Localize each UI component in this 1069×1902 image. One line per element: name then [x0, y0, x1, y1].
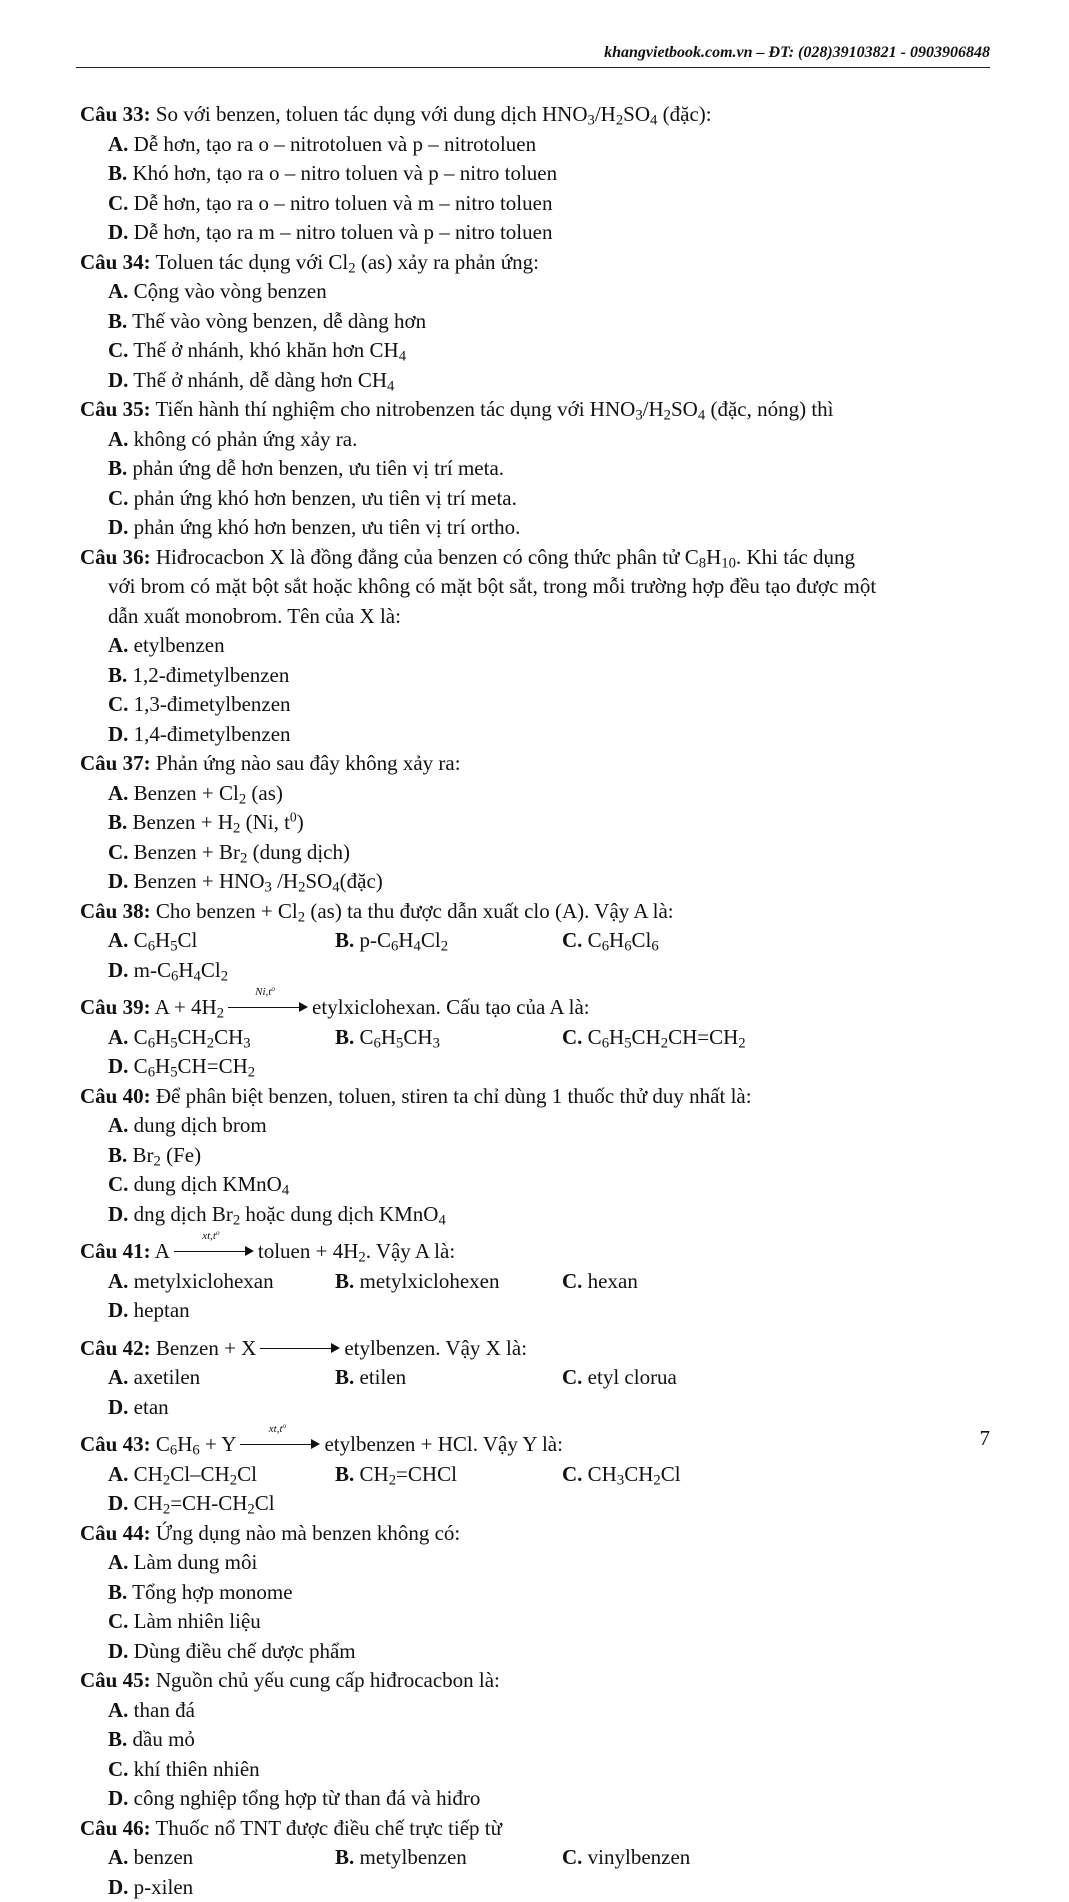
option-text: p-xilen	[134, 1875, 193, 1899]
option-letter: D.	[108, 220, 128, 244]
option-text: phản ứng dễ hơn benzen, ưu tiên vị trí meta.	[133, 456, 505, 480]
reaction-condition: $xt,t^o$	[240, 1423, 314, 1435]
answer-option-a	[108, 1023, 335, 1053]
reaction-arrow-icon	[240, 1433, 320, 1453]
answer-option-a	[108, 1696, 562, 1726]
option-text: metylbenzen	[360, 1845, 467, 1869]
answer-option-d	[108, 366, 562, 396]
option-letter: D.	[108, 1054, 128, 1078]
option-letter: B.	[108, 1727, 127, 1751]
question-text: Phản ứng nào sau đây không xảy ra:	[156, 751, 461, 775]
option-letter: B.	[335, 1845, 354, 1869]
answer-option-d	[108, 867, 562, 897]
question-text: Tiến hành thí nghiệm cho nitrobenzen tác dụng với $HNO_3/H_2SO_4$ (đặc, nóng) thì	[155, 397, 833, 421]
option-text: Dễ hơn, tạo ra o – nitro toluen và m – nitro toluen	[134, 191, 553, 215]
spacer	[80, 985, 990, 993]
answer-options	[80, 1111, 990, 1229]
option-letter: A.	[108, 279, 128, 303]
option-text: 1,4-đimetylbenzen	[134, 722, 291, 746]
question-stem	[80, 1334, 990, 1364]
option-letter: C.	[108, 1172, 128, 1196]
question-label: Câu 39:	[80, 995, 151, 1019]
answer-option-c	[108, 1755, 562, 1785]
option-text: dng dịch $Br_2$ hoặc dung dịch KMnO$_4$	[134, 1202, 446, 1226]
option-letter: C.	[562, 1025, 582, 1049]
question-text: $C_6H_6 + Y$ $xt,t^o$ etylbenzen + HCl. Vậy Y là:	[156, 1432, 563, 1456]
option-text: $C_6H_5CH_3$	[360, 1025, 440, 1049]
answer-option-a	[108, 926, 335, 956]
option-text: $m-C_6H_4Cl_2$	[134, 958, 228, 982]
question-text: A $xt,t^o$ toluen + $4H_2$. Vậy A là:	[155, 1239, 455, 1263]
answer-options	[80, 425, 990, 543]
option-text: $CH_2Cl-CH_2Cl$	[134, 1462, 257, 1486]
answer-option-b	[108, 661, 562, 691]
reaction-arrow-icon	[260, 1337, 340, 1357]
reaction-arrow-icon	[174, 1240, 254, 1260]
answer-option-b	[335, 1267, 562, 1297]
question-label: Câu 37:	[80, 751, 151, 775]
answer-options	[80, 1363, 990, 1422]
option-text: khí thiên nhiên	[134, 1757, 260, 1781]
option-letter: A.	[108, 132, 128, 156]
answer-option-b	[335, 1460, 562, 1490]
question-label: Câu 44:	[80, 1521, 151, 1545]
answer-options	[80, 1696, 990, 1814]
option-letter: C.	[562, 1462, 582, 1486]
option-text: etyl clorua	[588, 1365, 677, 1389]
header-rule	[76, 67, 990, 68]
option-letter: B.	[108, 663, 127, 687]
answer-option-b	[335, 1023, 562, 1053]
option-letter: D.	[108, 1786, 128, 1810]
option-text: $CH_2=CH-CH_2Cl$	[134, 1491, 275, 1515]
option-letter: B.	[108, 810, 127, 834]
option-letter: D.	[108, 1298, 128, 1322]
question-label: Câu 42:	[80, 1336, 151, 1360]
option-text: etylbenzen	[134, 633, 225, 657]
question-stem	[80, 1237, 990, 1267]
answer-option-a	[108, 1267, 335, 1297]
question-stem	[80, 100, 990, 130]
question-label: Câu 43:	[80, 1432, 151, 1456]
question-text: Cho benzen + $Cl_2$ (as) ta thu được dẫn xuất clo (A). Vậy A là:	[156, 899, 674, 923]
option-letter: A.	[108, 1462, 128, 1486]
option-text: Khó hơn, tạo ra o – nitro toluen và p – nitro toluen	[133, 161, 558, 185]
option-letter: A.	[108, 781, 128, 805]
option-letter: A.	[108, 1698, 128, 1722]
option-text: dung dịch KMnO$_4$	[134, 1172, 290, 1196]
question-label: Câu 36:	[80, 545, 151, 569]
option-letter: A.	[108, 1550, 128, 1574]
question-label: Câu 46:	[80, 1816, 151, 1840]
option-text: Benzen + $HNO_3$ $/H_2SO_4(đặc)$	[134, 869, 383, 893]
question-stem	[80, 993, 990, 1023]
answer-option-a	[108, 1843, 335, 1873]
option-letter: B.	[108, 456, 127, 480]
option-letter: B.	[108, 161, 127, 185]
option-letter: B.	[335, 1462, 354, 1486]
option-text: than đá	[134, 1698, 195, 1722]
answer-options	[80, 1460, 990, 1519]
answer-option-d	[108, 1393, 335, 1423]
option-letter: B.	[335, 1269, 354, 1293]
page-header: khangvietbook.com.vn – ĐT: (028)39103821 - 0903906848	[76, 44, 990, 66]
answer-option-d	[108, 1873, 335, 1902]
option-text: 1,3-đimetylbenzen	[134, 692, 291, 716]
option-letter: C.	[108, 338, 128, 362]
option-letter: D.	[108, 1875, 128, 1899]
option-letter: C.	[108, 191, 128, 215]
option-letter: D.	[108, 1395, 128, 1419]
option-text: Benzen + $Cl_2$ (as)	[134, 781, 283, 805]
option-text: Benzen + $H_2$ (Ni, $t^0$)	[133, 810, 304, 834]
answer-option-a	[108, 130, 990, 160]
question-label: Câu 40:	[80, 1084, 151, 1108]
answer-option-d	[108, 1784, 562, 1814]
option-text: Tổng hợp monome	[132, 1580, 292, 1604]
question-text: Ứng dụng nào mà benzen không có:	[156, 1521, 460, 1545]
reaction-condition: $xt,t^o$	[174, 1230, 248, 1242]
option-text: Dùng điều chế dược phẩm	[134, 1639, 356, 1663]
answer-option-d	[108, 218, 990, 248]
answer-option-c	[108, 1607, 562, 1637]
question-stem	[80, 1430, 990, 1460]
answer-option-c	[562, 1267, 789, 1297]
option-text: phản ứng khó hơn benzen, ưu tiên vị trí ortho.	[134, 515, 521, 539]
answer-options	[80, 779, 990, 897]
answer-option-c	[108, 336, 562, 366]
question-stem	[80, 897, 990, 927]
answer-option-d	[108, 1052, 335, 1082]
option-text: etilen	[360, 1365, 407, 1389]
question-text-continued: dẫn xuất monobrom. Tên của X là:	[80, 602, 990, 632]
option-letter: C.	[562, 1269, 582, 1293]
option-letter: D.	[108, 515, 128, 539]
option-letter: C.	[108, 486, 128, 510]
answer-options	[80, 1023, 990, 1082]
option-text: $C_6H_5CH_2CH=CH_2$	[588, 1025, 746, 1049]
answer-option-b	[108, 808, 562, 838]
answer-option-a	[108, 631, 562, 661]
question-text: Hiđrocacbon X là đồng đẳng của benzen có công thức phân tử $C_8H_{10}$. Khi tác dụng	[156, 545, 855, 569]
option-text: $C_6H_5Cl$	[134, 928, 198, 952]
option-text: metylxiclohexen	[360, 1269, 500, 1293]
option-letter: A.	[108, 633, 128, 657]
option-letter: D.	[108, 722, 128, 746]
question-label: Câu 41:	[80, 1239, 151, 1263]
answer-option-d	[108, 1489, 335, 1519]
option-text: metylxiclohexan	[134, 1269, 274, 1293]
option-text: dung dịch brom	[134, 1113, 267, 1137]
answer-option-d	[108, 720, 562, 750]
answer-option-d	[108, 1200, 562, 1230]
answer-options	[80, 277, 990, 395]
option-text: vinylbenzen	[588, 1845, 691, 1869]
answer-option-c	[108, 1170, 562, 1200]
question-text: $A + 4H_2$ $Ni,t^o$ etylxiclohexan. Cấu tạo của A là:	[155, 995, 590, 1019]
question-stem	[80, 395, 990, 425]
answer-options	[80, 1267, 990, 1326]
option-text: hexan	[588, 1269, 638, 1293]
option-text: Thế ở nhánh, khó khăn hơn $CH_4$	[133, 338, 406, 362]
option-letter: A.	[108, 1365, 128, 1389]
option-letter: A.	[108, 1025, 128, 1049]
answer-option-b	[108, 454, 990, 484]
answer-option-c	[562, 1843, 789, 1873]
option-letter: C.	[108, 840, 128, 864]
question-label: Câu 38:	[80, 899, 151, 923]
option-text: dầu mỏ	[133, 1727, 195, 1751]
question-stem	[80, 1814, 990, 1844]
answer-option-a	[108, 1548, 562, 1578]
answer-option-c	[562, 1023, 789, 1053]
answer-option-a	[108, 779, 562, 809]
answer-options	[80, 631, 990, 749]
answer-options	[80, 1548, 990, 1666]
answer-option-b	[108, 159, 990, 189]
option-letter: D.	[108, 368, 128, 392]
answer-option-d	[108, 513, 990, 543]
question-stem	[80, 749, 990, 779]
answer-option-c	[562, 1460, 789, 1490]
option-letter: A.	[108, 427, 128, 451]
answer-option-c	[562, 1363, 789, 1393]
option-letter: D.	[108, 1639, 128, 1663]
answer-option-b	[335, 926, 562, 956]
spacer	[80, 1422, 990, 1430]
answer-option-d	[108, 1296, 335, 1326]
option-letter: B.	[108, 309, 127, 333]
question-text: So với benzen, toluen tác dụng với dung dịch $HNO_3/H_2SO_4$ (đặc):	[156, 102, 712, 126]
option-text: công nghiệp tổng hợp từ than đá và hiđro	[134, 1786, 481, 1810]
question-text: Benzen + X etylbenzen. Vậy X là:	[156, 1336, 527, 1360]
option-text: Làm dung môi	[134, 1550, 258, 1574]
question-text: Toluen tác dụng với $Cl_2$ (as) xảy ra phản ứng:	[155, 250, 539, 274]
answer-option-c	[108, 838, 562, 868]
option-letter: A.	[108, 1113, 128, 1137]
answer-option-d	[108, 956, 335, 986]
option-text: heptan	[134, 1298, 190, 1322]
answer-options	[80, 130, 990, 248]
option-text: etan	[134, 1395, 169, 1419]
question-stem	[80, 1666, 990, 1696]
option-letter: C.	[108, 1757, 128, 1781]
option-text: 1,2-đimetylbenzen	[133, 663, 290, 687]
option-letter: C.	[108, 692, 128, 716]
option-text: Thế ở nhánh, dễ dàng hơn $CH_4$	[133, 368, 394, 392]
option-letter: B.	[335, 1365, 354, 1389]
answer-option-c	[108, 189, 990, 219]
option-text: Cộng vào vòng benzen	[134, 279, 327, 303]
option-text: không có phản ứng xảy ra.	[134, 427, 358, 451]
option-text: $p-C_6H_4Cl_2$	[360, 928, 449, 952]
question-stem	[80, 1082, 990, 1112]
answer-option-a	[108, 1111, 562, 1141]
answer-option-a	[108, 425, 990, 455]
option-text: Làm nhiên liệu	[134, 1609, 261, 1633]
spacer	[80, 1326, 990, 1334]
answer-option-b	[108, 307, 562, 337]
option-letter: B.	[335, 928, 354, 952]
answer-option-c	[108, 484, 990, 514]
answer-option-b	[108, 1578, 562, 1608]
question-text-continued: với brom có mặt bột sắt hoặc không có mặt bột sắt, trong mỗi trường hợp đều tạo được một	[80, 572, 990, 602]
option-text: Dễ hơn, tạo ra o – nitrotoluen và p – nitrotoluen	[134, 132, 536, 156]
question-label: Câu 33:	[80, 102, 151, 126]
question-list	[80, 100, 990, 1902]
option-letter: D.	[108, 1202, 128, 1226]
answer-option-b	[335, 1843, 562, 1873]
answer-option-c	[562, 926, 789, 956]
question-stem	[80, 248, 990, 278]
answer-options	[80, 926, 990, 985]
option-text: $C_6H_5CH_2CH_3$	[134, 1025, 251, 1049]
answer-option-a	[108, 1363, 335, 1393]
option-letter: A.	[108, 928, 128, 952]
question-text: Nguồn chủ yếu cung cấp hiđrocacbon là:	[156, 1668, 500, 1692]
option-text: Thế vào vòng benzen, dễ dàng hơn	[132, 309, 426, 333]
question-stem	[80, 543, 990, 573]
option-letter: C.	[562, 1365, 582, 1389]
answer-option-a	[108, 1460, 335, 1490]
question-stem	[80, 1519, 990, 1549]
option-letter: D.	[108, 1491, 128, 1515]
answer-option-b	[108, 1141, 562, 1171]
option-letter: D.	[108, 869, 128, 893]
page-number: 7	[960, 1426, 990, 1451]
option-text: $C_6H_6Cl_6$	[588, 928, 659, 952]
answer-option-b	[108, 1725, 562, 1755]
question-label: Câu 45:	[80, 1668, 151, 1692]
option-text: Dễ hơn, tạo ra m – nitro toluen và p – nitro toluen	[134, 220, 553, 244]
answer-option-b	[335, 1363, 562, 1393]
question-text: Thuốc nổ TNT được điều chế trực tiếp từ	[155, 1816, 502, 1840]
option-text: phản ứng khó hơn benzen, ưu tiên vị trí meta.	[134, 486, 517, 510]
option-text: $C_6H_5CH=CH_2$	[134, 1054, 255, 1078]
option-letter: B.	[335, 1025, 354, 1049]
option-text: $Br_2$ (Fe)	[133, 1143, 202, 1167]
option-letter: C.	[562, 1845, 582, 1869]
option-text: benzen	[134, 1845, 193, 1869]
option-letter: C.	[108, 1609, 128, 1633]
answer-option-a	[108, 277, 562, 307]
option-text: axetilen	[134, 1365, 200, 1389]
option-text: Benzen + $Br_2$ (dung dịch)	[134, 840, 350, 864]
reaction-condition: $Ni,t^o$	[228, 986, 302, 998]
answer-option-d	[108, 1637, 562, 1667]
question-label: Câu 34:	[80, 250, 151, 274]
option-text: $CH_2=CHCl$	[360, 1462, 457, 1486]
option-letter: B.	[108, 1580, 127, 1604]
option-letter: A.	[108, 1845, 128, 1869]
answer-options	[80, 1843, 990, 1902]
option-text: $CH_3CH_2Cl$	[588, 1462, 681, 1486]
answer-option-c	[108, 690, 562, 720]
option-letter: C.	[562, 928, 582, 952]
reaction-arrow-icon	[228, 996, 308, 1016]
question-label: Câu 35:	[80, 397, 151, 421]
question-text: Để phân biệt benzen, toluen, stiren ta chỉ dùng 1 thuốc thử duy nhất là:	[156, 1084, 752, 1108]
option-letter: D.	[108, 958, 128, 982]
option-letter: B.	[108, 1143, 127, 1167]
option-letter: A.	[108, 1269, 128, 1293]
